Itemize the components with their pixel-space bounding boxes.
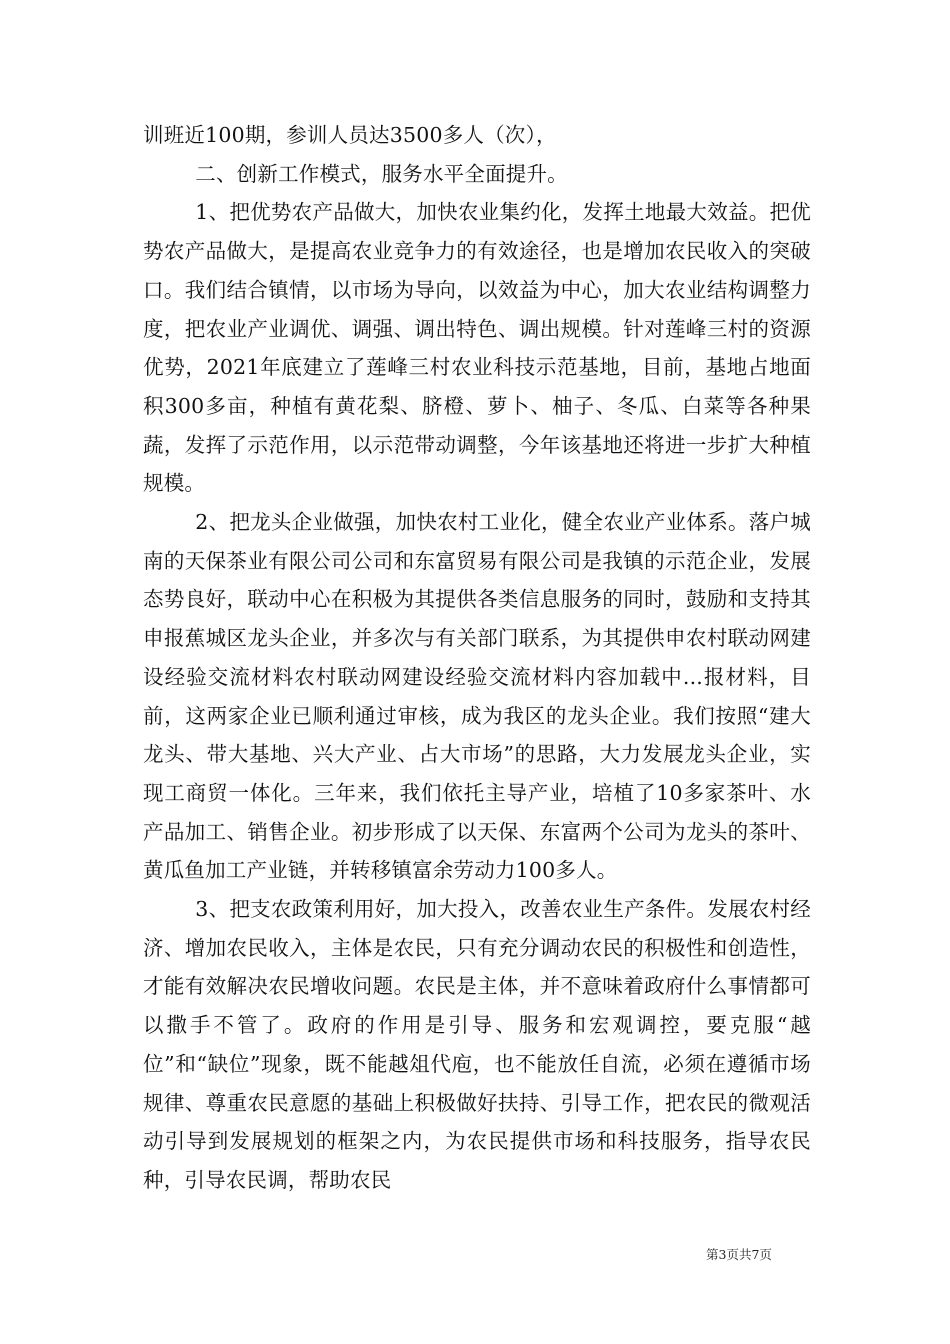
document-body — [143, 116, 811, 1200]
paragraph-continuation: 训班近100期，参训人员达3500多人（次）， — [143, 123, 557, 147]
page-number: 第3页共7页 — [706, 1247, 772, 1262]
paragraph-item-1: 1、把优势农产品做大，加快农业集约化，发挥土地最大效益。把优势农产品做大，是提高农业竞争力的有效途径，也是增加农民收入的突破口。我们结合镇情，以市场为导向，以效益为中心，加大农业结构调整力度，把农业产业调优、调强、调出特色、调出规模。针对莲峰三村的资源优势，2021年底建立了莲峰三村农业科技示范基地，目前，基地占地面积300多亩，种植有黄花梨、脐橙、萝卜、柚子、冬瓜、白菜等各种果蔬，发挥了示范作用，以示范带动调整，今年该基地还将进一步扩大种植规模。 — [143, 200, 811, 496]
paragraph-item-3: 3、把支农政策利用好，加大投入，改善农业生产条件。发展农村经济、增加农民收入，主体是农民，只有充分调动农民的积极性和创造性，才能有效解决农民增收问题。农民是主体，并不意味着政府什么事情都可以撒手不管了。政府的作用是引导、服务和宏观调控，要克服“越位”和“缺位”现象，既不能越俎代庖，也不能放任自流，必须在遵循市场规律、尊重农民意愿的基础上积极做好扶持、引导工作，把农民的微观活动引导到发展规划的框架之内，为农民提供市场和科技服务，指导农民种，引导农民调，帮助农民 — [143, 897, 811, 1192]
section-heading: 二、创新工作模式，服务水平全面提升。 — [195, 161, 568, 186]
paragraph-item-2: 2、把龙头企业做强，加快农村工业化，健全农业产业体系。落户城南的天保茶业有限公司公司和东富贸易有限公司是我镇的示范企业，发展态势良好，联动中心在积极为其提供各类信息服务的同时，鼓励和支持其申报蕉城区龙头企业，并多次与有关部门联系，为其提供申农村联动网建设经验交流材料农村联动网建设经验交流材料内容加载中...报材料，目前，这两家企业已顺利通过审核，成为我区的龙头企业。我们按照“建大龙头、带大基地、兴大产业、占大市场”的思路，大力发展龙头企业，实现工商贸一体化。三年来，我们依托主导产业，培植了10多家茶叶、水产品加工、销售企业。初步形成了以天保、东富两个公司为龙头的茶叶、黄瓜鱼加工产业链，并转移镇富余劳动力100多人。 — [143, 510, 811, 883]
